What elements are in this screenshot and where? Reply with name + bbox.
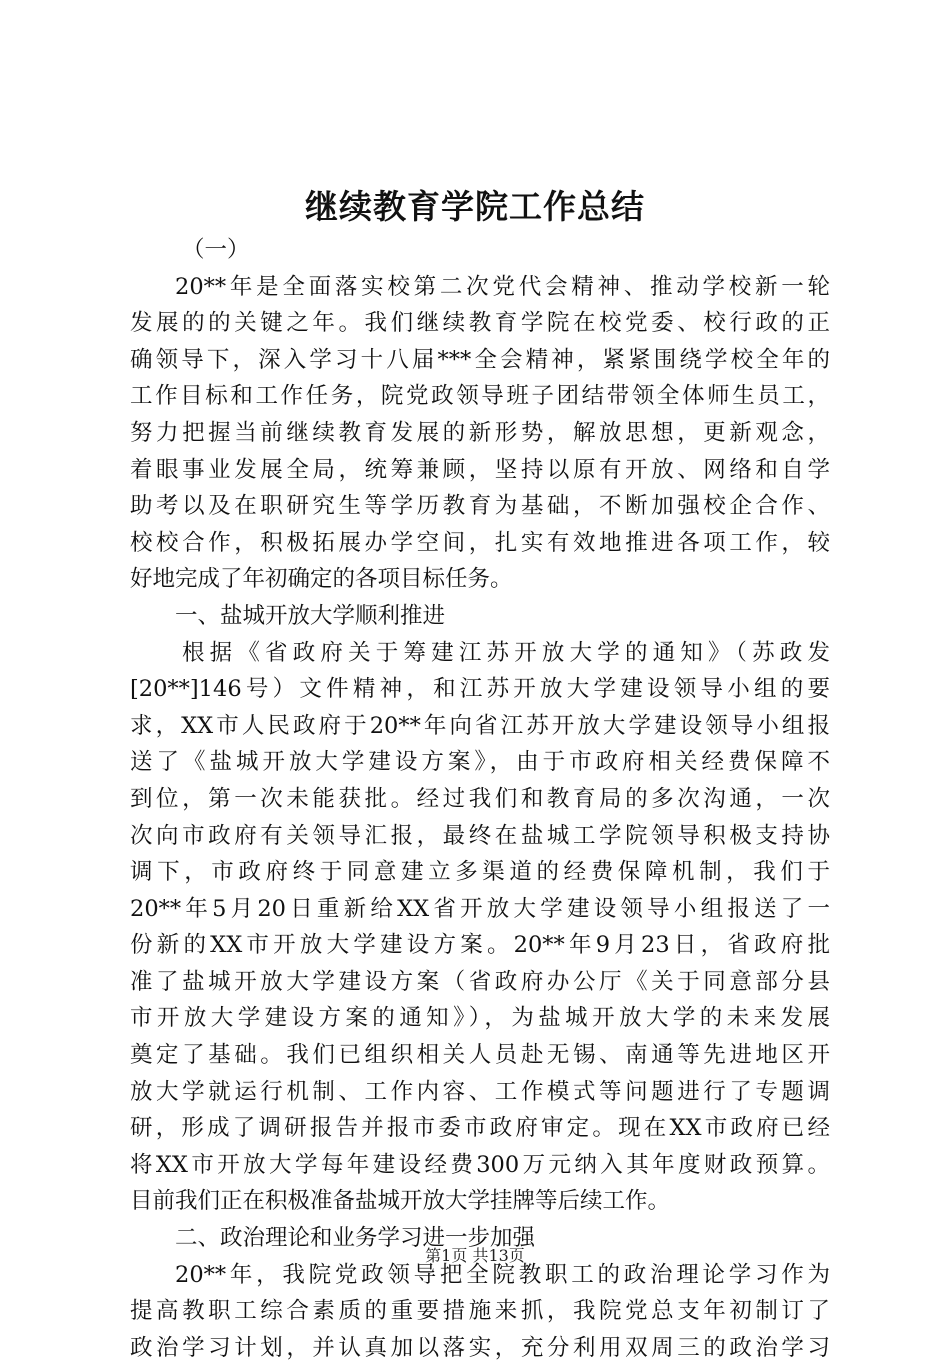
body-line: 20**年是全面落实校第二次党代会精神、推动学校新一轮: [175, 273, 830, 300]
body-line: 求，XX市人民政府于20**年向省江苏开放大学建设领导小组报: [130, 712, 830, 739]
body-line: 校校合作，积极拓展办学空间，扎实有效地推进各项工作，较: [130, 529, 830, 556]
body-line: 份新的XX市开放大学建设方案。20**年9月23日，省政府批: [130, 932, 830, 959]
body-line: 到位，第一次未能获批。经过我们和教育局的多次沟通，一次: [130, 785, 830, 812]
body-line: 提高教职工综合素质的重要措施来抓，我院党总支年初制订了: [130, 1298, 830, 1325]
body-line: 确领导下，深入学习十八届***全会精神，紧紧围绕学校全年的: [130, 346, 830, 373]
body-line: 市开放大学建设方案的通知》），为盐城开放大学的未来发展: [130, 1005, 830, 1032]
body-line: 工作目标和工作任务，院党政领导班子团结带领全体师生员工，: [130, 383, 830, 410]
document-title: 继续教育学院工作总结: [305, 187, 645, 226]
document-body: [130, 232, 830, 1366]
body-line: 送了《盐城开放大学建设方案》，由于市政府相关经费保障不: [130, 749, 830, 776]
body-line: 好地完成了年初确定的各项目标任务。: [130, 566, 513, 593]
body-line: 发展的的关键之年。我们继续教育学院在校党委、校行政的正: [130, 310, 830, 337]
body-line: 目前我们正在积极准备盐城开放大学挂牌等后续工作。: [130, 1188, 671, 1215]
body-line: 助考以及在职研究生等学历教育为基础，不断加强校企合作、: [130, 493, 830, 520]
body-line: 研，形成了调研报告并报市委市政府审定。现在XX市政府已经: [130, 1115, 830, 1142]
body-line: （一）: [182, 237, 250, 263]
body-line: 着眼事业发展全局，统筹兼顾，坚持以原有开放、网络和自学: [130, 456, 830, 483]
body-line: 次向市政府有关领导汇报，最终在盐城工学院领导积极支持协: [130, 822, 830, 849]
body-line: 一、盐城开放大学顺利推进: [175, 602, 446, 629]
body-line: 准了盐城开放大学建设方案（省政府办公厅《关于同意部分县: [130, 968, 830, 995]
body-line: 政治学习计划，并认真加以落实，充分利用双周三的政治学习: [130, 1334, 830, 1361]
body-line: 20**年，我院党政领导把全院教职工的政治理论学习作为: [175, 1261, 830, 1288]
body-line: 奠定了基础。我们已组织相关人员赴无锡、南通等先进地区开: [130, 1042, 830, 1069]
body-line: 努力把握当前继续教育发展的新形势，解放思想，更新观念，: [130, 419, 830, 446]
body-line: [20**]146号）文件精神，和江苏开放大学建设领导小组的要: [130, 676, 830, 703]
body-line: 根据《省政府关于筹建江苏开放大学的通知》（苏政发: [182, 639, 830, 666]
body-line: 二、政治理论和业务学习进一步加强: [175, 1225, 536, 1252]
body-line: 调下，市政府终于同意建立多渠道的经费保障机制，我们于: [130, 859, 830, 886]
page-number-footer: 第1页 共13页: [425, 1246, 525, 1265]
body-line: 放大学就运行机制、工作内容、工作模式等问题进行了专题调: [130, 1078, 830, 1105]
body-line: 将XX市开放大学每年建设经费300万元纳入其年度财政预算。: [130, 1151, 830, 1178]
body-line: 20**年5月20日重新给XX省开放大学建设领导小组报送了一: [130, 895, 830, 922]
